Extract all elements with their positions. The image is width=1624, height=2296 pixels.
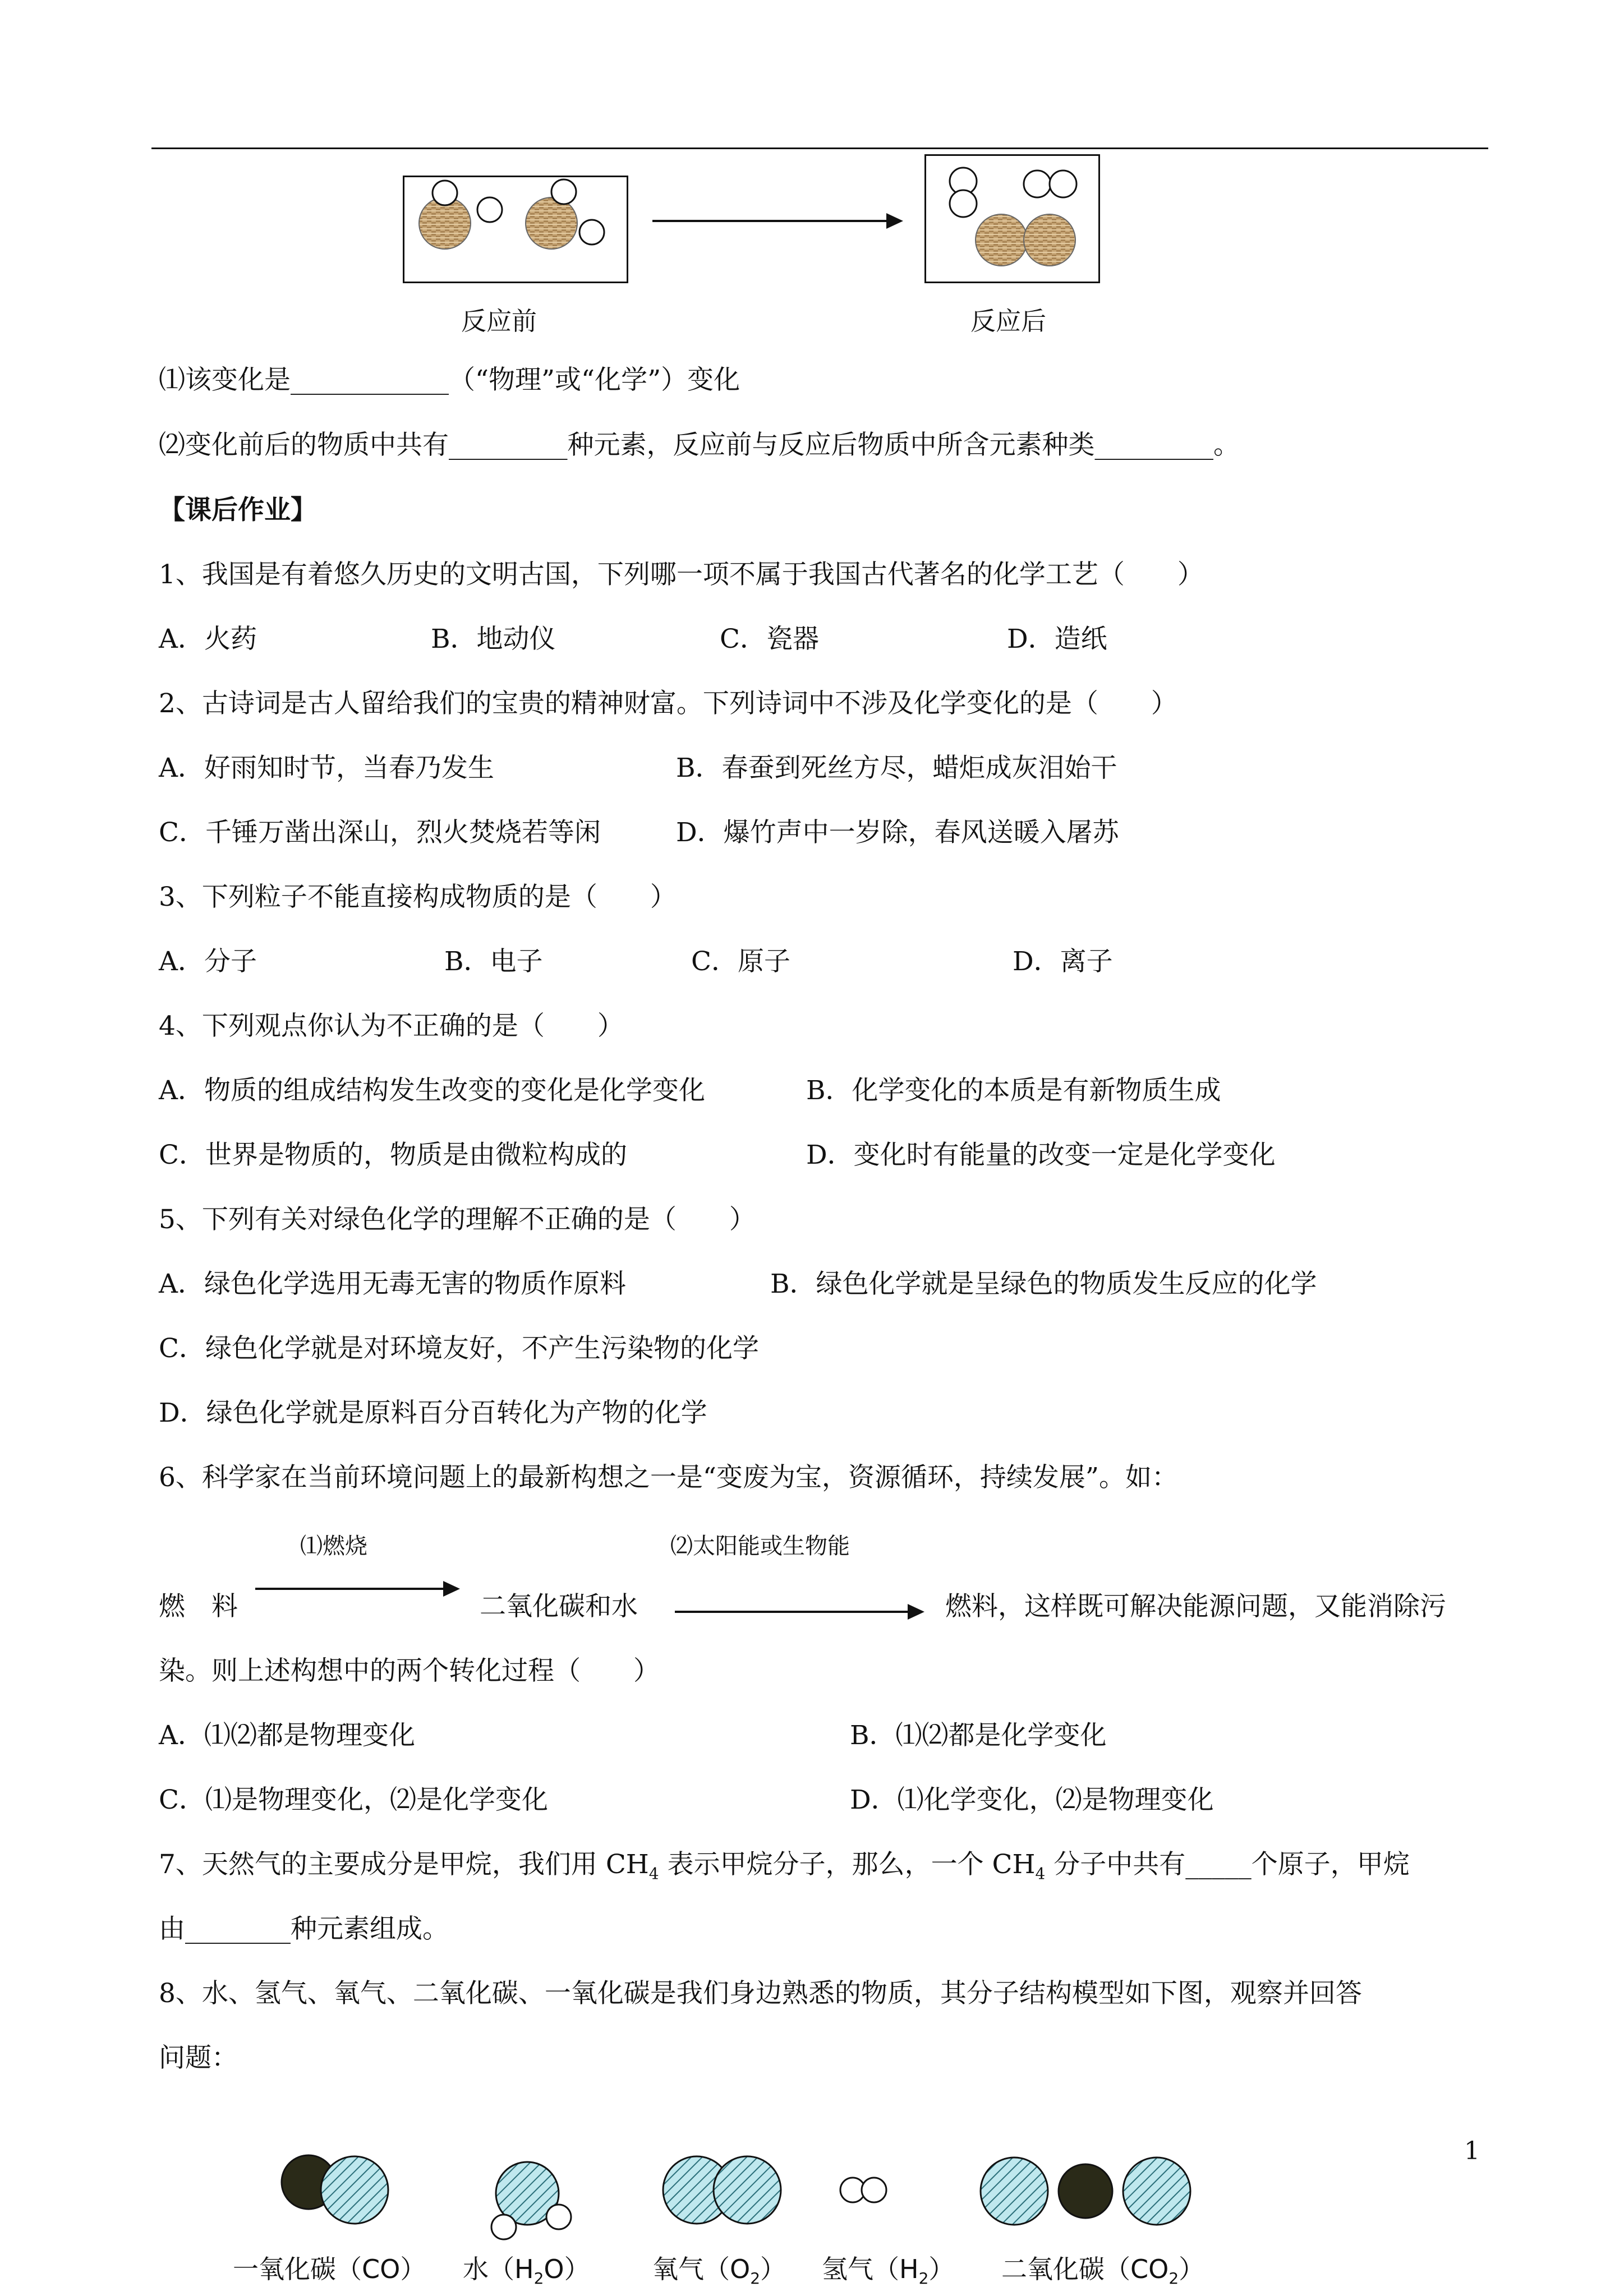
section-title: 【课后作业】 (159, 495, 317, 525)
q8-line-2: 问题： (159, 2043, 238, 2073)
q5-option-b: B．绿色化学就是呈绿色的物质发生反应的化学 (770, 1269, 1317, 1299)
molecule-models (264, 2140, 1229, 2246)
atom-large (1024, 214, 1075, 266)
q1-stem: 1、我国是有着悠久历史的文明古国，下列哪一项不属于我国古代著名的化学工艺（ ） (159, 559, 1204, 590)
atom-small (477, 197, 502, 222)
q6-arrow-1-head (443, 1581, 460, 1597)
label-co: 一氧化碳（CO） (233, 2254, 426, 2284)
label-co2-b: ） (1179, 2254, 1205, 2284)
co-oxygen-atom (321, 2156, 388, 2224)
label-o2-b: ） (760, 2254, 786, 2284)
q3-option-c: C．原子 (691, 946, 790, 977)
reaction-arrow (652, 220, 888, 222)
q3-option-b: B．电子 (444, 946, 543, 977)
co2-oxygen-atom (1123, 2157, 1190, 2225)
atom-small (1050, 170, 1076, 197)
atom-small (551, 179, 576, 204)
q6-option-c: C．⑴是物理变化，⑵是化学变化 (159, 1785, 548, 1815)
q1-option-d: D．造纸 (1007, 624, 1107, 654)
reaction-after-box (924, 154, 1100, 283)
q3-option-d: D．离子 (1013, 946, 1113, 977)
q1-option-c: C．瓷器 (720, 624, 819, 654)
before-molecules (404, 177, 627, 282)
q6-stem-2: 染。则上述构想中的两个转化过程（ ） (159, 1656, 660, 1686)
label-o2 (652, 2249, 786, 2288)
h2-hydrogen-atom (862, 2178, 886, 2202)
q6-tail: 燃料，这样既可解决能源问题，又能消除污 (945, 1591, 1446, 1622)
q2-option-a: A．好雨知时节，当春乃发生 (159, 753, 494, 783)
q7-text-a: 7、天然气的主要成分是甲烷，我们用 CH (159, 1849, 649, 1880)
reaction-arrow-head (886, 213, 903, 229)
q6-middle: 二氧化碳和水 (480, 1591, 638, 1622)
label-co2-a: 二氧化碳（CO (1001, 2254, 1169, 2284)
q5-option-d: D．绿色化学就是原料百分百转化为产物的化学 (159, 1398, 707, 1428)
after-label: 反应后 (970, 306, 1047, 336)
atom-small (950, 190, 977, 217)
q4-option-b: B．化学变化的本质是有新物质生成 (806, 1075, 1221, 1106)
q7-line-1 (159, 1848, 1410, 1891)
q7-sub-4b: 4 (1035, 1864, 1046, 1883)
q6-arrow-2-head (908, 1604, 924, 1620)
h2o-hydrogen-atom (491, 2215, 516, 2239)
q7-line-2: 由________种元素组成。 (159, 1914, 449, 1944)
label-co2-sub: 2 (1168, 2269, 1179, 2288)
q1-option-a: A．火药 (159, 624, 257, 654)
label-h2o-b: O） (544, 2254, 590, 2284)
q6-option-a: A．⑴⑵都是物理变化 (159, 1720, 415, 1751)
sub-question-2: ⑵变化前后的物质中共有_________种元素，反应前与反应后物质中所含元素种类_________。 (159, 430, 1240, 460)
q6-option-b: B．⑴⑵都是化学变化 (850, 1720, 1107, 1751)
q4-option-a: A．物质的组成结构发生改变的变化是化学变化 (159, 1075, 705, 1106)
q4-option-d: D．变化时有能量的改变一定是化学变化 (806, 1140, 1276, 1170)
atom-large (976, 214, 1027, 266)
o2-oxygen-atom (714, 2156, 781, 2224)
label-h2o (463, 2249, 590, 2288)
label-h2-b: ） (928, 2254, 955, 2284)
before-label: 反应前 (461, 306, 537, 336)
page-number: 1 (1464, 2137, 1480, 2165)
q4-option-c: C．世界是物质的，物质是由微粒构成的 (159, 1140, 627, 1170)
q6-arrow-2 (675, 1611, 910, 1613)
q1-option-b: B．地动仪 (431, 624, 556, 654)
label-h2-sub: 2 (918, 2269, 929, 2288)
atom-small (1024, 170, 1051, 197)
label-co2 (1001, 2249, 1204, 2288)
label-h2-a: 氢气（H (822, 2254, 919, 2284)
q4-stem: 4、下列观点你认为不正确的是（ ） (159, 1011, 624, 1041)
q7-sub-4: 4 (648, 1864, 659, 1883)
q6-step1-label: ⑴燃烧 (300, 1533, 367, 1559)
q2-option-c: C．千锤万凿出深山，烈火焚烧若等闲 (159, 817, 601, 848)
q6-step2-label: ⑵太阳能或生物能 (670, 1533, 850, 1559)
q3-option-a: A．分子 (159, 946, 257, 977)
label-o2-a: 氧气（O (652, 2254, 751, 2284)
after-molecules (926, 156, 1098, 282)
q3-stem: 3、下列粒子不能直接构成物质的是（ ） (159, 882, 677, 912)
q6-stem: 6、科学家在当前环境问题上的最新构想之一是“变废为宝，资源循环，持续发展”。如： (159, 1462, 1178, 1493)
atom-large (526, 197, 577, 249)
sub-question-1: ⑴该变化是____________（“物理”或“化学”）变化 (159, 365, 740, 395)
q6-arrow-1 (255, 1588, 446, 1590)
q6-option-d: D．⑴化学变化，⑵是物理变化 (850, 1785, 1214, 1815)
co2-oxygen-atom (981, 2157, 1048, 2225)
label-h2o-sub: 2 (533, 2269, 544, 2288)
q2-stem: 2、古诗词是古人留给我们的宝贵的精神财富。下列诗词中不涉及化学变化的是（ ） (159, 688, 1177, 719)
q7-text-c: 分子中共有_____个原子，甲烷 (1045, 1849, 1410, 1880)
header-rule (151, 147, 1488, 149)
q5-option-a: A．绿色化学选用无毒无害的物质作原料 (159, 1269, 626, 1299)
h2o-hydrogen-atom (546, 2205, 571, 2229)
atom-small (433, 181, 457, 205)
q5-stem: 5、下列有关对绿色化学的理解不正确的是（ ） (159, 1204, 756, 1235)
q2-option-d: D．爆竹声中一岁除，春风送暖入屠苏 (676, 817, 1119, 848)
co2-carbon-atom (1059, 2164, 1112, 2218)
q2-option-b: B．春蚕到死丝方尽，蜡炬成灰泪始干 (676, 753, 1117, 783)
label-o2-sub: 2 (750, 2269, 761, 2288)
q5-option-c: C．绿色化学就是对环境友好，不产生污染物的化学 (159, 1333, 759, 1364)
atom-small (579, 220, 604, 245)
reaction-before-box (403, 176, 628, 283)
label-h2 (822, 2249, 954, 2288)
q6-fuel: 燃 料 (159, 1591, 238, 1622)
q8-line-1: 8、水、氢气、氧气、二氧化碳、一氧化碳是我们身边熟悉的物质，其分子结构模型如下图，观察并回答 (159, 1978, 1362, 2009)
label-h2o-a: 水（H (463, 2254, 534, 2284)
q7-text-b: 表示甲烷分子，那么，一个 CH (659, 1849, 1036, 1880)
